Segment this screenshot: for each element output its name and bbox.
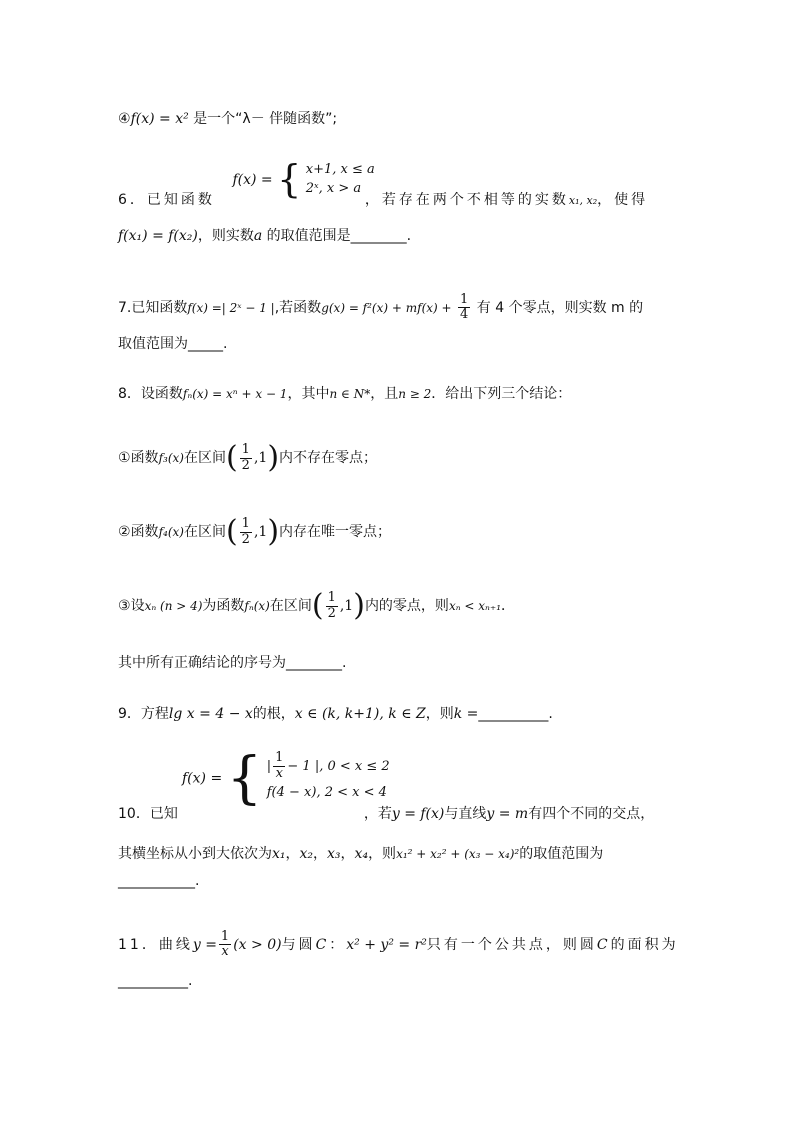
brace: { [226,746,263,811]
circle-number-1: ① [118,450,131,466]
question-10-line-2: 其横坐标从小到大依次为x₁，x₂，x₃，x₄，则x₁² + x₂² + (x₃ − x₄)²的取值范围为 [118,846,604,862]
statement-1: ①函数f₃(x)在区间( $\frac{1}{2}$ ,1)内不存在零点； [118,440,378,475]
question-number: 10． [118,806,150,822]
question-number: 11． [118,936,159,953]
statement-2: ②函数f₄(x)在区间( $\frac{1}{2}$ ,1)内存在唯一零点； [118,514,392,549]
math-expr: f(x₁) = f(x₂) [118,228,198,244]
question-9: 9．方程lg x = 4 − x的根，x ∈ (k, k+1), k ∈ Z，则k =__________. [118,706,553,722]
case-1: | $\frac{1}{x}$ − 1 |, 0 < x ≤ 2 [266,750,390,781]
question-8: 8．设函数fₙ(x) = xⁿ + x − 1，其中n ∈ N*，且n ≥ 2．给出下列三个结论： [118,386,572,402]
question-number: 9． [118,706,141,722]
question-10-def: f(x) = { | $\frac{1}{x}$ − 1 |, 0 < x ≤ 2 f(4 − x), 2 < x < 4 [182,746,390,811]
statement-3: ③设xₙ (n > 4)为函数fₙ(x)在区间( $\frac{1}{2}$ ,1)内的零点，则xₙ < xₙ₊₁． [118,588,516,623]
question-number: 6． [118,192,147,208]
question-10-line-3: ___________. [118,873,200,889]
circle-number-3: ③ [118,598,131,614]
question-6-line-1: 6．已知函数 ，若存在两个不相等的实数x₁, x₂，使得 [118,192,649,208]
fraction-one-quarter: $\frac{1}{4}$ [460,292,469,323]
case-2: f(4 − x), 2 < x < 4 [266,785,387,801]
question-number: 8． [118,386,141,402]
question-6-line-2: f(x₁) = f(x₂)，则实数a 的取值范围是________. [118,228,412,244]
case-1: x+1, x ≤ a [305,161,375,177]
circle-number-2: ② [118,524,131,540]
question-11: 11．曲线y = $\frac{1}{x}$ (x > 0)与圆C：x² + y² = r²只有一个公共点，则圆C的面积为 [118,929,679,960]
question-7-line-2: 取值范围为_____. [118,336,228,352]
item-4-text: 是一个“λ－ 伴随函数”; [193,111,338,127]
math-expr: f(x) = x² [130,111,189,127]
question-6: f(x) = { x+1, x ≤ a 2ˣ, x > a [232,157,375,201]
brace: { [277,157,302,201]
circle-number-4: ④ [118,111,131,127]
question-8-summary: 其中所有正确结论的序号为________. [118,655,347,671]
piecewise-cases [267,751,390,805]
question-number: 7. [118,299,132,316]
question-7: 7.已知函数f(x) =| 2ˣ − 1 |,若函数g(x) = f²(x) + mf(x) + $\frac{1}{4}$ 有 4 个零点，则实数 m 的 [118,292,644,323]
case-2: 2ˣ, x > a [305,180,362,196]
question-11-line-2: __________. [118,973,193,989]
question-10-line-1: 10．已知 ，若y = f(x)与直线y = m有四个不同的交点， [118,806,655,822]
item-4 [118,111,337,128]
